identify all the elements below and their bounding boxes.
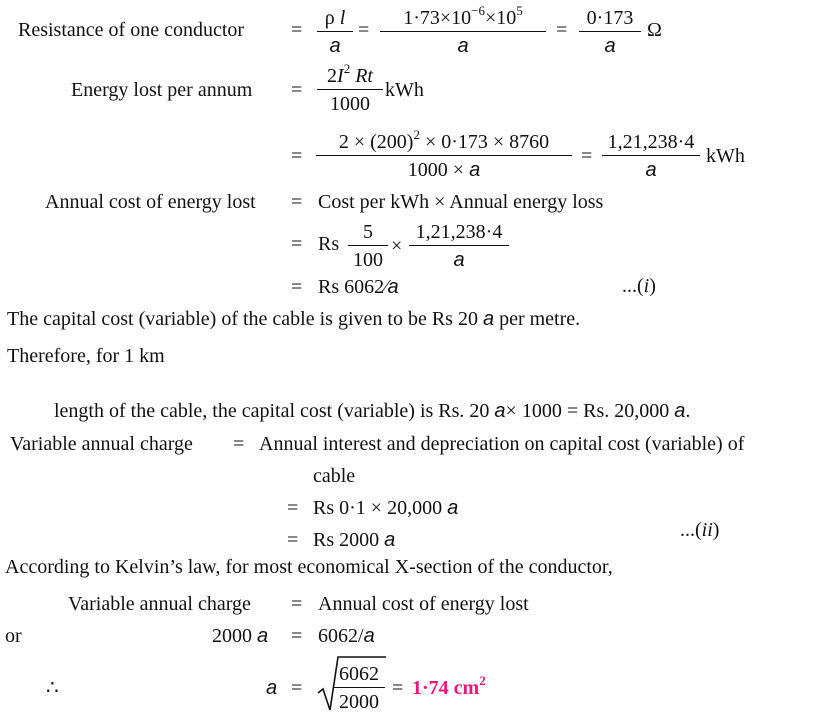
ref-number: i [643,275,650,297]
energy-loss-fraction [409,222,509,270]
result-numerator: 0·173 [579,8,641,32]
area-symbol: a [482,308,495,330]
exponent: 5 [516,3,523,18]
area-symbol: a [257,625,269,647]
variable-charge-result [313,530,395,550]
current-symbol: I [337,65,344,87]
length-symbol: l [339,7,346,29]
numerator-text: 2 × (200) [338,131,414,153]
equals-sign: = [291,145,303,167]
equals-sign: = [291,19,303,41]
denominator-text: 100 [353,249,383,271]
numerator-text: × 0·173 × 8760 [419,131,550,153]
slash: ⁄ [384,276,388,298]
equals-sign: = [291,593,303,615]
step-text: Rs 0·1 × 20,000 [313,497,448,519]
numerator-text: 1·73×10 [403,7,472,29]
equation-reference-i [622,276,656,296]
denominator-text: 2000 [339,691,379,713]
equals-sign: = [581,145,593,167]
ref-number: ii [701,519,713,541]
area-symbol: a [674,400,686,422]
equation-reference-ii [680,520,719,540]
times-sign: × [391,235,403,257]
paragraph-text: length of the cable, the capital cost (variable) is Rs. 20 [54,400,495,422]
exponent: 2 [343,61,351,76]
paragraph-text: × 1000 = Rs. 20,000 [505,400,675,422]
kelvin-lhs [212,626,268,646]
numerator-text: 5 [348,222,388,246]
annual-cost-label: Annual cost of energy lost [45,191,256,213]
energy-lost-label: Energy lost per annum [71,79,253,101]
rho-symbol: ρ [324,7,335,29]
numerator-text: 1,21,238·4 [409,222,509,246]
paragraph-text: per metre. [494,308,581,330]
resistance-label: Resistance of one conductor [18,19,245,41]
ref-text: ) [649,275,656,297]
area-symbol: a [645,159,657,181]
area-symbol: a [494,400,506,422]
variable-charge-label: Variable annual charge [68,593,251,615]
rhs-text: 6062/ [318,625,364,647]
annual-cost-result [318,277,399,297]
energy-lost-text: Annual cost of energy lost [318,593,529,615]
equals-sign: = [358,19,370,41]
variable-charge-label: Variable annual charge [10,433,193,455]
area-symbol: a [447,497,459,519]
area-symbol: a [457,35,469,57]
ohm-unit: Ω [647,19,662,41]
numerator-text: 6062 [333,664,385,688]
result-numerator: 1,21,238·4 [602,132,700,156]
resistance-formula-fraction [317,8,353,56]
variable-charge-step [313,498,458,518]
area-symbol: a [387,276,399,298]
area-symbol: a [453,249,465,271]
equals-sign: = [291,276,303,298]
equals-sign: = [287,497,299,519]
numerator-text: ×10 [485,7,517,29]
variable-charge-definition: Annual interest and depreciation on capital cost (variable) of [259,433,745,455]
ref-text: ...( [680,519,702,541]
equals-sign: = [556,19,568,41]
area-symbol: a [604,35,616,57]
numerator-text: 2 [327,65,338,87]
energy-result-fraction [602,132,700,180]
capital-cost-km-paragraph [54,401,690,421]
or-word: or [5,625,22,647]
paragraph-text: The capital cost (variable) of the cable is given to be Rs 20 [7,308,483,330]
energy-numeric-fraction [316,127,572,181]
equals-sign: = [291,79,303,101]
area-symbol: a [266,677,278,699]
paragraph-text: . [685,400,691,422]
area-symbol: a [469,159,481,181]
equals-sign: = [291,677,303,699]
resistance-numeric-fraction [380,3,546,57]
area-symbol: a [363,625,375,647]
denominator-text: 1000 [330,93,370,115]
answer-text: 1·74 cm [412,677,480,699]
equals-sign: = [291,233,303,255]
sqrt-fraction [333,664,385,712]
energy-formula-fraction [317,61,383,115]
exponent: 2 [479,673,486,688]
variable-charge-definition-cont: cable [313,465,356,487]
area-symbol: a [384,529,396,551]
therefore-symbol: ∴ [46,677,59,699]
result-text: Rs 2000 [313,529,385,551]
ref-text: ) [712,519,720,541]
kelvin-rhs [318,626,375,646]
numerator-text: Rt [350,65,373,87]
therefore-paragraph: Therefore, for 1 km [7,345,165,367]
equals-sign: = [291,191,303,213]
final-answer [412,673,486,699]
equals-sign: = [233,433,245,455]
kelvin-law-paragraph: According to Kelvin’s law, for most economical X-section of the conductor, [5,556,613,578]
area-symbol: a [329,35,341,57]
equals-sign: = [291,625,303,647]
ref-text: ...( [622,275,644,297]
currency-rs: Rs [318,233,340,255]
rate-fraction [348,222,388,270]
denominator-text: 1000 × [407,159,470,181]
equals-sign: = [392,677,404,699]
capital-cost-paragraph [7,309,580,329]
kwh-unit: kWh [706,145,745,167]
result-text: Rs 6062 [318,276,385,298]
exponent: −6 [471,3,485,18]
exponent: 2 [413,127,420,142]
equals-sign: = [287,529,299,551]
lhs-text: 2000 [212,625,257,647]
kwh-unit: kWh [385,79,424,101]
cost-formula-text: Cost per kWh × Annual energy loss [318,191,604,213]
resistance-result-fraction [579,8,641,56]
